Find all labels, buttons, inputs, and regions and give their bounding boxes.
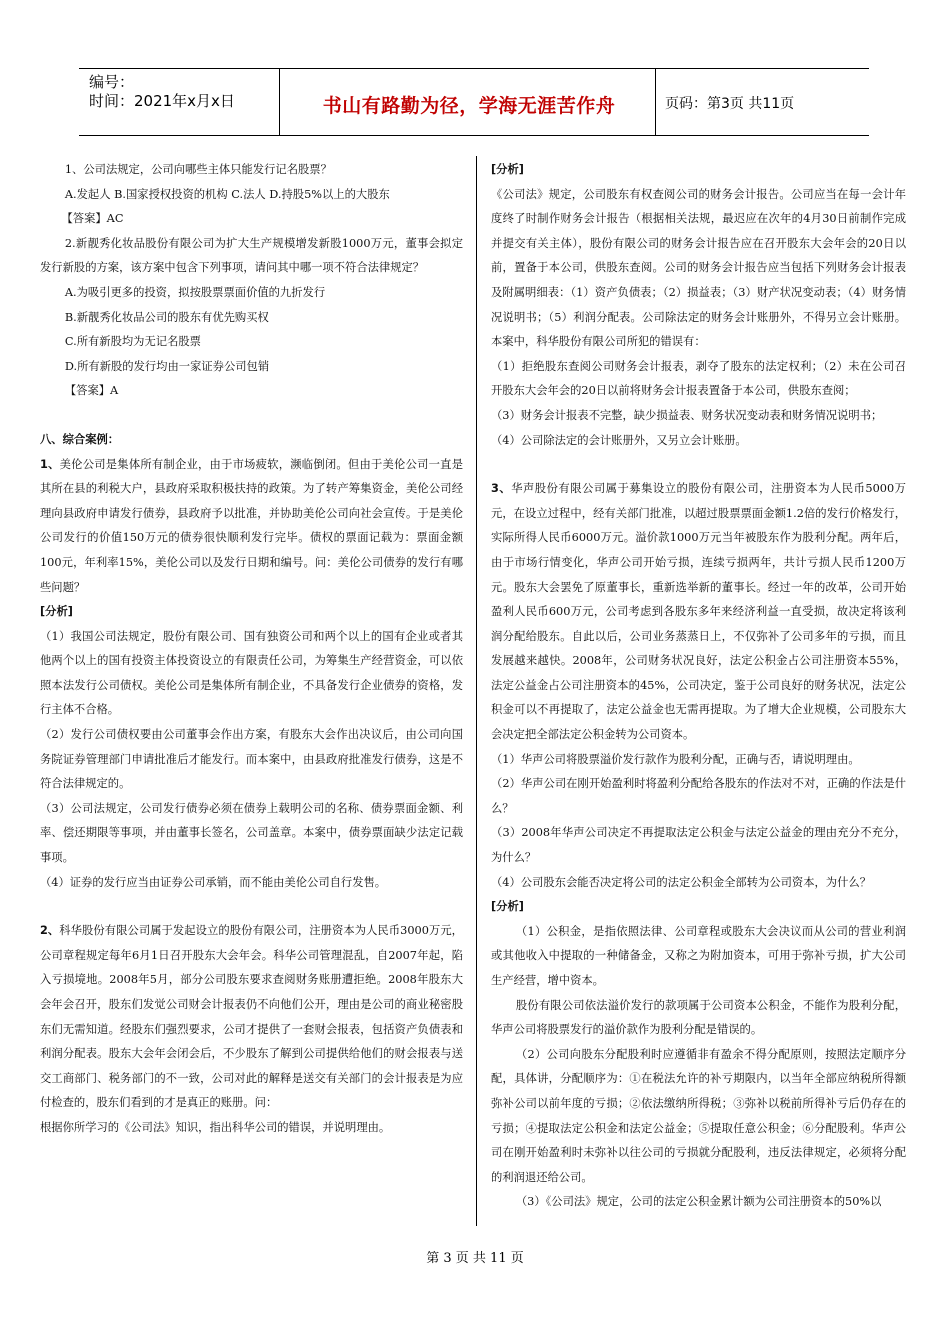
case-1-analysis-2: （2）发行公司债权要由公司董事会作出方案，有股东大会作出决议后，由公司向国务院证券管理部门申请批准后才能发行。而本案中，由县政府批准发行债券，这是不符合法律规定的。 (40, 728, 463, 791)
header-meta (89, 73, 235, 111)
case-2-analysis: 《公司法》规定，公司股东有权查阅公司的财务会计报告。公司应当在每一会计年度终了时制作财务会计报告（根据相关法规，最迟应在次年的4月30日前制作完成并提交有关主体），股份有限公司的财务会计报告应在召开股东大会年会的20日以前，置备于本公司，供股东查阅。公司的财务会计报告应当包括下列财务会计报表及附属明细表：（1）资产负债表；（2）损益表；（3）财产状况变动表；（4）财务情况说明书；（5）利润分配表。公司除法定的财务会计账册外，不得另立会计账册。本案中，科华股份有限公司所犯的错误有： (491, 187, 906, 349)
case-3-analysis-1: （1）公积金，是指依照法律、公司章程或股东大会决议而从公司的营业利润或其他收入中提取的一种储备金，又称之为附加资本，可用于弥补亏损，扩大公司生产经营，增中资本。 (491, 924, 906, 987)
case-2-error-4: （4）公司除法定的会计账册外，又另立会计账册。 (491, 433, 747, 447)
case-1 (40, 453, 463, 601)
case-2 (40, 919, 463, 1116)
case-1-number: 1、 (40, 457, 60, 471)
header-divider (655, 69, 656, 135)
case-3-analysis-1b: 股份有限公司依法溢价发行的款项属于公司资本公积金，不能作为股利分配，华声公司将股票发行的溢价款作为股利分配是错误的。 (491, 998, 906, 1037)
header-motto: 书山有路勤为径，学海无涯苦作舟 (322, 95, 616, 117)
case-3-text: 华声股份有限公司属于募集设立的股份有限公司，注册资本为人民币5000万元，在设立过程中，经有关部门批准，以超过股票票面金额1.2倍的发行价格发行，实际所得人民币6000万元。溢价款1000万元当年被股东作为股利分配。两年后，由于市场行情变化，华声公司开始亏损，连续亏损两年，共计亏损人民币1200万元。股东大会罢免了原董事长，重新选举新的董事长。经过一年的改革，公司开始盈利人民币600万元，公司考虑到各股东多年来经济利益一直受损，故决定将该利润分配给股东。自此以后，公司业务蒸蒸日上，不仅弥补了公司多年的亏损，而且发展越来越快。2008年，公司财务状况良好，法定公积金占公司注册资本55%，法定公益金占公司注册资本的45%，公司决定，鉴于公司良好的财务状况，法定公积金可以不再提取了，法定公益金也无需再提取。为了增大企业规模，公司股东大会决定把全部法定公积金转为公司资本。 (491, 482, 906, 742)
question-2-answer: 【答案】A (64, 384, 119, 398)
case-1-analysis-1: （1）我国公司法规定，股份有限公司、国有独资公司和两个以上的国有企业或者其他两个以上的国有投资主体投资设立的有限责任公司，为筹集生产经营资金，可以依照本法发行公司债权。美伦公司是集体所有制企业，不具备发行企业债券的资格，发行主体不合格。 (40, 629, 463, 717)
case-3 (491, 477, 906, 748)
case-2-text: 科华股份有限公司属于发起设立的股份有限公司，注册资本为人民币3000万元，公司章程规定每年6月1日召开股东大会年会。科华公司管理混乱，自2007年起，陷入亏损境地。2008年5月，部分公司股东要求查阅财务账册遭拒绝。2008年股东大会年会召开，股东们发觉公司财会计报表仍不向他们公开，理由是公司的商业秘密股东们无需知道。经股东们强烈要求，公司才提供了一套财会报表，包括资产负债表和利润分配表。股东大会年会闭会后，不少股东了解到公司提供给他们的财会报表与送交工商部门、税务部门的不一致，公司对此的解释是送交有关部门的会计报表是为应付检查的，股东们看到的才是真正的账册。问： (40, 924, 463, 1110)
header-divider (279, 69, 280, 135)
case-1-analysis-3: （3）公司法规定，公司发行债券必须在债券上载明公司的名称、债券票面金额、利率、偿还期限等事项，并由董事长签名，公司盖章。本案中，债券票面缺少法定记载事项。 (40, 801, 463, 865)
page-footer: 第 3 页 共 11 页 (426, 1251, 524, 1266)
case-3-question-2: （2）华声公司在刚开始盈利时将盈利分配给各股东的作法对不对，正确的作法是什么？ (491, 777, 906, 815)
case-3-analysis-2: （2）公司向股东分配股利时应遵循非有盈余不得分配原则，按照法定顺序分配，具体讲，分配顺序为：①在税法允许的补亏期限内，以当年全部应纳税所得额弥补公司以前年度的亏损；②依法缴纳所得税；③弥补以税前所得补亏后仍存在的亏损；④提取法定公积金和法定公益金；⑤提取任意公积金；⑥分配股利。华声公司在刚开始盈利时未弥补以往公司的亏损就分配股利，违反法律规定，必须将分配的利润退还给公司。 (491, 1047, 906, 1184)
question-1: 1、公司法规定，公司向哪些主体只能发行记名股票？ (64, 163, 332, 176)
page-header (79, 68, 869, 136)
left-column (40, 158, 463, 1141)
case-3-analysis-label: [分析] (491, 900, 524, 914)
case-1-analysis-4: （4）证券的发行应当由证券公司承销，而不能由美伦公司自行发售。 (40, 875, 387, 889)
case-3-question-3: （3）2008年华声公司决定不再提取法定公积金与法定公益金的理由充分不充分，为什么？ (491, 826, 906, 865)
right-column (491, 158, 906, 1215)
case-2-question: 根据你所学习的《公司法》知识，指出科华公司的错误，并说明理由。 (40, 1120, 391, 1134)
case-2-error-3: （3）财务会计报表不完整，缺少损益表、财务状况变动表和财务情况说明书； (491, 408, 883, 422)
case-3-number: 3、 (491, 482, 512, 496)
case-3-question-4: （4）公司股东会能否决定将公司的法定公积金全部转为公司资本，为什么？ (491, 875, 871, 889)
case-2-number: 2、 (40, 924, 60, 938)
question-2-option-b: B.新靓秀化妆品公司的股东有优先购买权 (64, 310, 269, 324)
case-2-error-1: （1）拒绝股东查阅公司财务会计报表，剥夺了股东的法定权利；（2）未在公司召开股东大会年会的20日以前将财务会计报表置备于本公司，供股东查阅； (491, 359, 906, 398)
case-1-analysis-label: [分析] (40, 605, 73, 619)
column-divider (476, 156, 477, 1226)
time-label: 时间：2021年x月x日 (89, 92, 235, 110)
question-1-options: A.发起人 B.国家授权投资的机构 C.法人 D.持股5%以上的大股东 (64, 187, 390, 201)
code-label: 编号： (89, 73, 135, 91)
case-3-question-1: （1）华声公司将股票溢价发行款作为股利分配，正确与否，请说明理由。 (491, 752, 860, 766)
question-1-answer: 【答案】AC (61, 212, 124, 226)
case-2-analysis-label: [分析] (491, 163, 524, 176)
section-title: 八、综合案例： (40, 432, 120, 446)
question-2-option-c: C.所有新股均为无记名股票 (64, 335, 201, 349)
question-2-option-a: A.为吸引更多的投资，拟按股票票面价值的九折发行 (64, 285, 326, 299)
header-page-number: 页码：第3页 共11页 (665, 96, 795, 112)
case-3-analysis-3: （3）《公司法》规定，公司的法定公积金累计额为公司注册资本的50%以 (515, 1195, 882, 1209)
question-2: 2.新靓秀化妆品股份有限公司为扩大生产规模增发新股1000万元，董事会拟定发行新股的方案，该方案中包含下列事项，请问其中哪一项不符合法律规定？ (40, 236, 463, 275)
case-1-text: 美伦公司是集体所有制企业，由于市场疲软，濒临倒闭。但由于美伦公司一直是其所在县的利税大户，县政府采取积极扶持的政策。为了转产筹集资金，美伦公司经理向县政府申请发行债券，县政府予以批准，并协助美伦公司向社会宣传。于是美伦公司发行的价值150万元的债券很快顺利发行完毕。债权的票面记载为：票面金额100元，年利率15%，美伦公司以及发行日期和编号。问：美伦公司债券的发行有哪些问题？ (40, 457, 463, 594)
question-2-option-d: D.所有新股的发行均由一家证券公司包销 (64, 359, 270, 373)
